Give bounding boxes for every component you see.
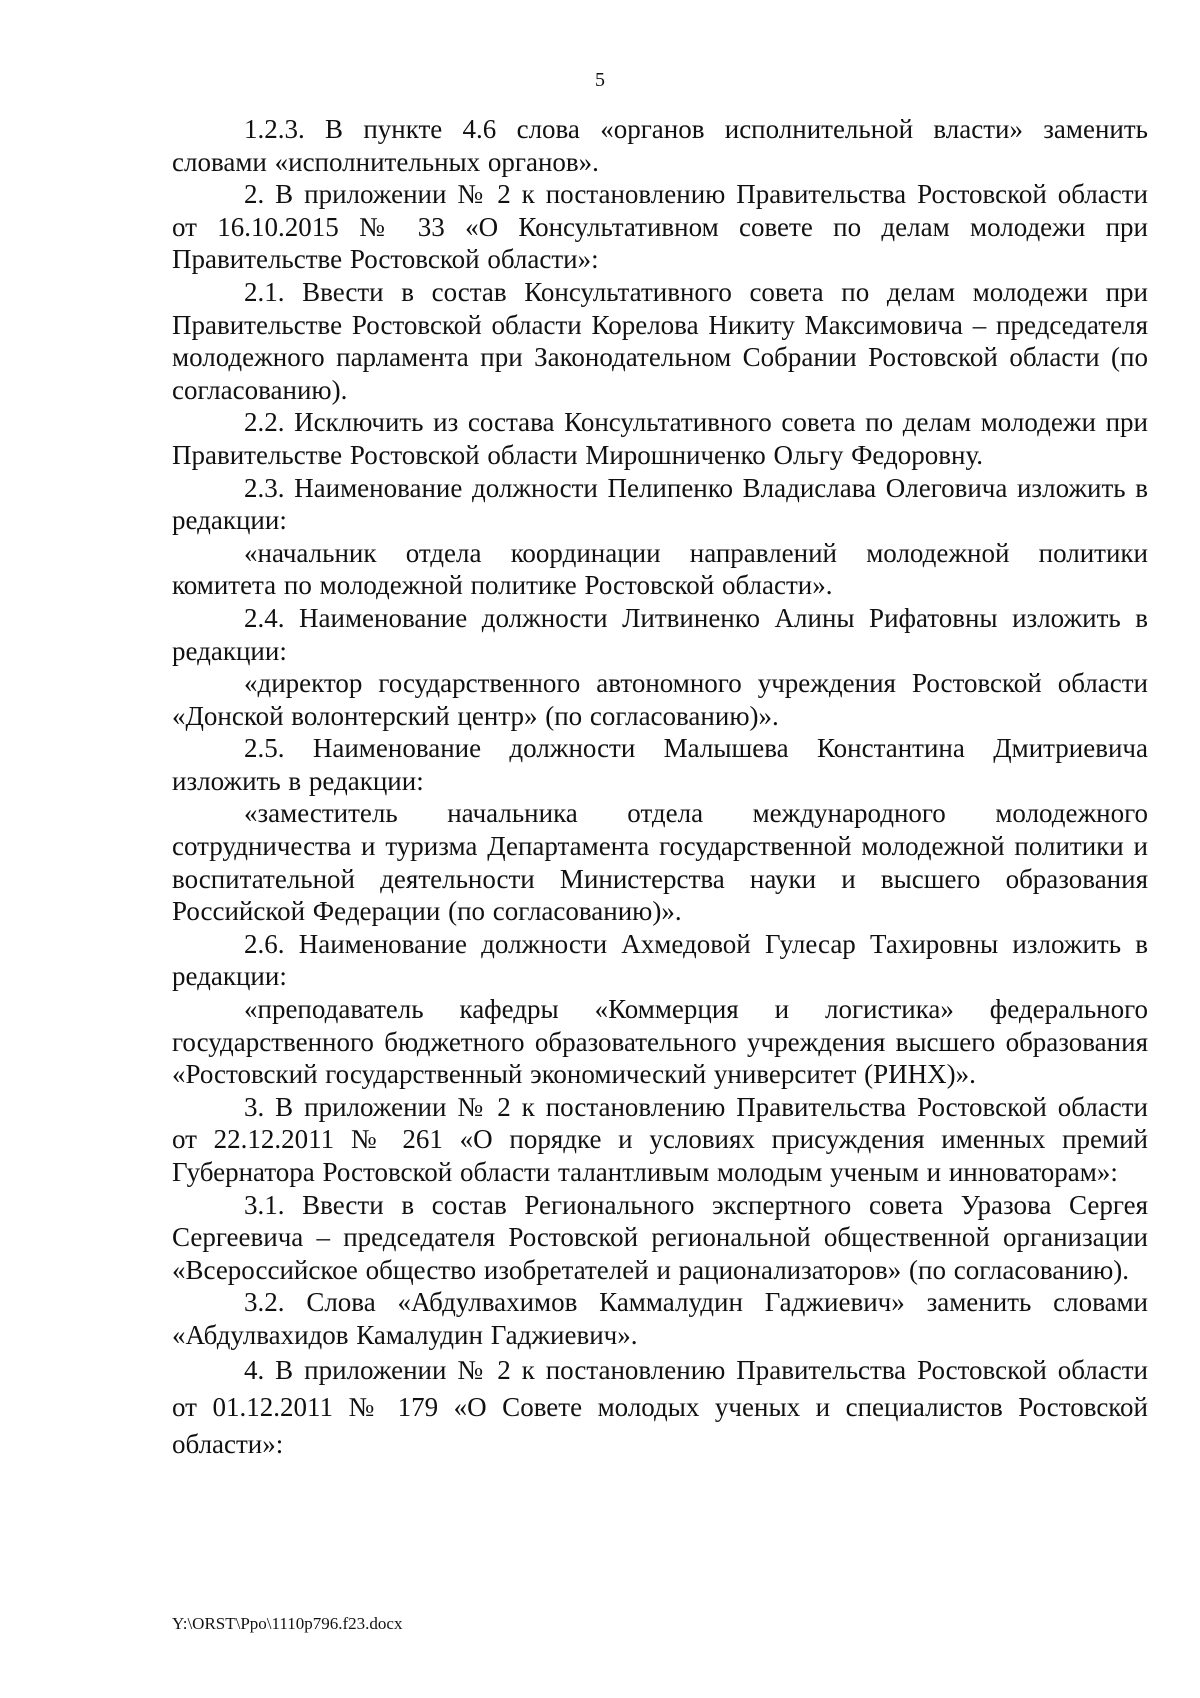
paragraph-2: 2. В приложении № 2 к постановлению Правительства Ростовской области от 16.10.2015 № 33 «О Консультативном совете по делам молодежи при Правительстве Ростовской области»:	[172, 179, 1148, 275]
paragraph-2-3: 2.3. Наименование должности Пелипенко Владислава Олеговича изложить в редакции:	[172, 472, 1148, 536]
paragraph-2-3-quote: «начальник отдела координации направлений молодежной политики комитета по молодежной политике Ростовской области».	[172, 537, 1148, 601]
paragraph-2-2: 2.2. Исключить из состава Консультативного совета по делам молодежи при Правительстве Ростовской области Мирошниченко Ольгу Федоровну.	[172, 407, 1148, 470]
document-body	[172, 113, 1148, 1463]
paragraph-2-4-quote: «директор государственного автономного учреждения Ростовской области «Донской волонтерский центр» (по согласованию)».	[172, 668, 1148, 731]
paragraph-3-2: 3.2. Слова «Абдулвахимов Каммалудин Гаджиевич» заменить словами «Абдулвахидов Камалудин Гаджиевич».	[172, 1287, 1148, 1350]
paragraph-2-6: 2.6. Наименование должности Ахмедовой Гулесар Тахировны изложить в редакции:	[172, 928, 1148, 992]
paragraph-3: 3. В приложении № 2 к постановлению Правительства Ростовской области от 22.12.2011 № 261 «О порядке и условиях присуждения именных премий Губернатора Ростовской области талантливым молодым ученым и инноваторам»:	[172, 1091, 1148, 1187]
footer-file-path: Y:\ORST\Ppo\1110p796.f23.docx	[172, 1614, 403, 1633]
paragraph-2-4: 2.4. Наименование должности Литвиненко Алины Рифатовны изложить в редакции:	[172, 602, 1148, 666]
page-number: 5	[595, 69, 605, 91]
paragraph-2-6-quote: «преподаватель кафедры «Коммерция и логистика» федерального государственного бюджетного образовательного учреждения высшего образования «Ростовский государственный экономический университет (РИНХ)».	[172, 994, 1148, 1090]
paragraph-1-2-3: 1.2.3. В пункте 4.6 слова «органов исполнительной власти» заменить словами «исполнительных органов».	[172, 114, 1148, 177]
paragraph-2-5-quote: «заместитель начальника отдела международного молодежного сотрудничества и туризма Департамента государственной молодежной политики и воспитательной деятельности Министерства науки и высшего образования Российской Федерации (по согласованию)».	[172, 798, 1148, 927]
paragraph-3-1: 3.1. Ввести в состав Регионального экспертного совета Уразова Сергея Сергеевича – председателя Ростовской региональной общественной организации «Всероссийское общество изобретателей и рационализаторов» (по согласованию).	[172, 1189, 1148, 1285]
paragraph-2-5: 2.5. Наименование должности Малышева Константина Дмитриевича изложить в редакции:	[172, 733, 1148, 796]
paragraph-2-1: 2.1. Ввести в состав Консультативного совета по делам молодежи при Правительстве Ростовской области Корелова Никиту Максимовича – председателя молодежного парламента при Законодательном Собрании Ростовской области (по согласованию).	[172, 276, 1148, 405]
paragraph-4: 4. В приложении № 2 к постановлению Правительства Ростовской области от 01.12.2011 № 179 «О Совете молодых ученых и специалистов Ростовской области»:	[172, 1354, 1148, 1459]
